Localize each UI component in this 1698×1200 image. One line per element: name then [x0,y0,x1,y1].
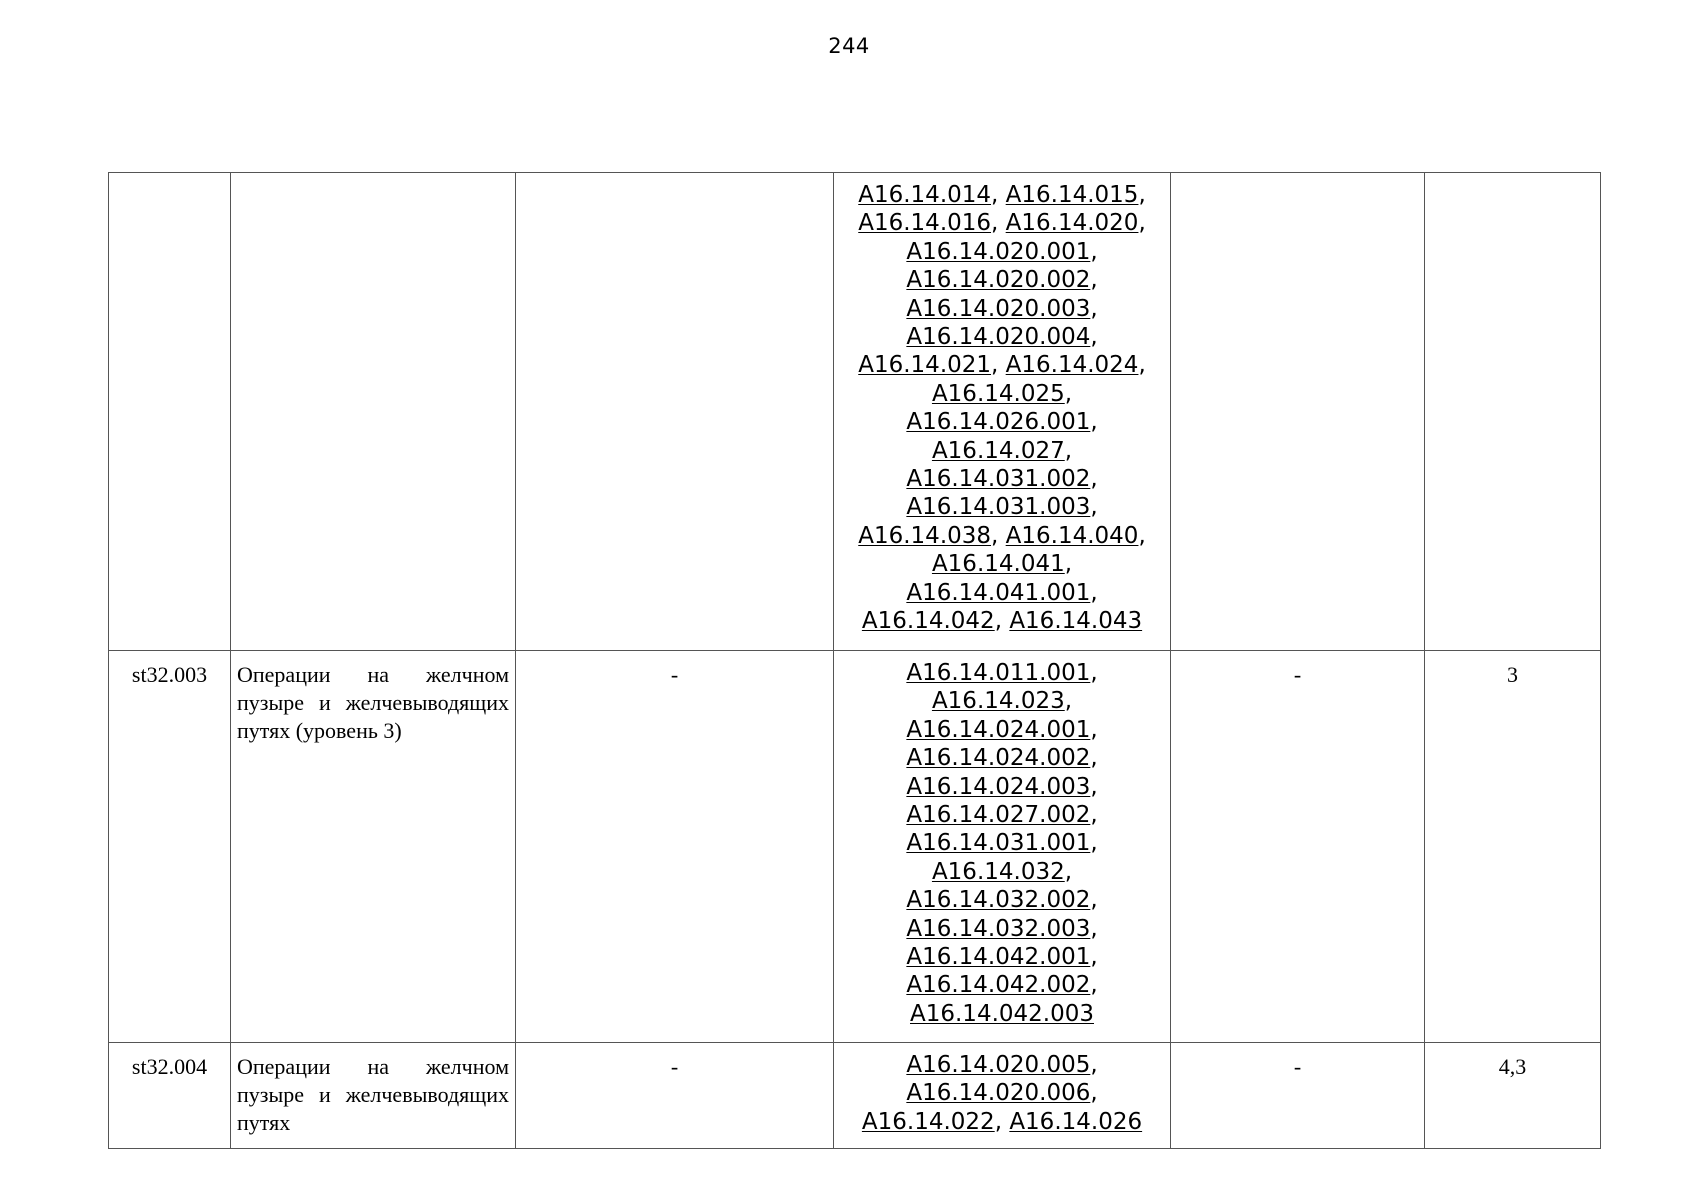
service-code-line: A16.14.031.002, [906,466,1098,493]
service-code-line: A16.14.020.005, [906,1052,1098,1078]
service-code-link[interactable]: A16.14.016 [858,210,992,237]
ksg-code-cell [109,173,231,651]
coefficient-cell: 4,3 [1425,1043,1601,1149]
service-code-link[interactable]: A16.14.020.006 [906,1080,1091,1107]
service-code-link[interactable]: A16.14.043 [1009,608,1143,635]
service-code-link[interactable]: A16.14.020.004 [906,324,1091,351]
service-code-link[interactable]: A16.14.031.002 [906,466,1091,493]
service-code-link[interactable]: A16.14.024.002 [906,745,1091,772]
service-code-line: A16.14.024.002, [906,745,1098,772]
service-code-link[interactable]: A16.14.025 [931,380,1065,407]
service-code-link[interactable]: A16.14.015 [1005,182,1139,208]
service-code-link[interactable]: A16.14.024.001 [906,716,1091,743]
service-code-link[interactable]: A16.14.023 [931,688,1065,715]
service-code-line: A16.14.032, [931,858,1073,885]
service-code-line: A16.14.031.003, [906,494,1098,521]
service-code-link[interactable]: A16.14.022 [861,1108,995,1135]
service-code-line: A16.14.041, [931,551,1073,578]
extra-criteria-cell: - [1171,651,1425,1043]
service-code-link[interactable]: A16.14.021 [858,352,992,379]
service-code-link[interactable]: A16.14.026 [1009,1108,1143,1135]
service-code-line: A16.14.021, A16.14.024, [858,352,1146,379]
service-code-line: A16.14.032.003, [906,915,1098,942]
service-code-link[interactable]: A16.14.024 [1005,352,1139,379]
service-code-link[interactable]: A16.14.042 [861,608,995,635]
service-code-line: A16.14.020.003, [906,295,1098,322]
extra-criteria-cell: - [1171,1043,1425,1149]
service-code-line: A16.14.016, A16.14.020, [858,210,1146,237]
ksg-name-cell: Операции на желчном пузыре и желчевыводящих путях (уровень 3) [231,651,516,1043]
service-code-link[interactable]: A16.14.014 [858,182,992,208]
service-code-line: A16.14.024.003, [906,773,1098,800]
service-code-line: A16.14.020.006, [906,1080,1098,1107]
tariff-table [108,172,1601,1149]
service-code-line: A16.14.042, A16.14.043 [861,608,1143,635]
service-codes-cell [834,1043,1171,1149]
table-row [109,173,1601,651]
service-code-line: A16.14.022, A16.14.026 [861,1108,1143,1135]
service-code-link[interactable]: A16.14.027 [931,437,1065,464]
service-code-link[interactable]: A16.14.040 [1005,522,1139,549]
coefficient-cell: 3 [1425,651,1601,1043]
service-code-link[interactable]: A16.14.020.003 [906,295,1091,322]
ksg-code-cell: st32.004 [109,1043,231,1149]
mkb-code-cell: - [516,1043,834,1149]
service-code-link[interactable]: A16.14.031.003 [906,494,1091,521]
service-code-line: A16.14.027.002, [906,802,1098,829]
service-code-link[interactable]: A16.14.020 [1005,210,1139,237]
service-code-link[interactable]: A16.14.042.003 [910,1000,1094,1027]
service-code-line: A16.14.031.001, [906,830,1098,857]
service-code-line: A16.14.042.002, [906,972,1098,999]
service-code-line [840,1000,1164,1028]
service-code-link[interactable]: A16.14.041.001 [906,579,1091,606]
ksg-name-cell [231,173,516,651]
service-code-line: A16.14.038, A16.14.040, [858,522,1146,549]
service-code-link[interactable]: A16.14.011.001 [906,660,1091,686]
service-code-link[interactable]: A16.14.032 [931,858,1065,885]
coefficient-cell [1425,173,1601,651]
service-code-line: A16.14.020.004, [906,324,1098,351]
mkb-code-cell [516,173,834,651]
service-code-link[interactable]: A16.14.027.002 [906,802,1091,829]
service-code-line: A16.14.020.001, [906,238,1098,265]
service-code-link[interactable]: A16.14.038 [858,522,992,549]
service-code-link[interactable]: A16.14.041 [931,551,1065,578]
service-code-link[interactable]: A16.14.020.005 [906,1052,1091,1078]
service-code-line: A16.14.027, [931,437,1073,464]
service-code-line: A16.14.026.001, [906,409,1098,436]
extra-criteria-cell [1171,173,1425,651]
service-code-link[interactable]: A16.14.020.001 [906,238,1091,265]
ksg-code-cell: st32.003 [109,651,231,1043]
service-code-line: A16.14.041.001, [906,579,1098,606]
service-code-link[interactable]: A16.14.042.002 [906,972,1091,999]
service-code-line: A16.14.020.002, [906,267,1098,294]
mkb-code-cell: - [516,651,834,1043]
service-codes-cell [834,651,1171,1043]
service-codes-cell [834,173,1171,651]
service-code-link[interactable]: A16.14.020.002 [906,267,1091,294]
table-row [109,1043,1601,1149]
service-code-line: A16.14.032.002, [906,887,1098,914]
service-code-line: A16.14.011.001, [906,660,1098,686]
table-row [109,651,1601,1043]
service-code-line: A16.14.023, [931,688,1073,715]
service-code-link[interactable]: A16.14.026.001 [906,409,1091,436]
ksg-name-cell: Операции на желчном пузыре и желчевыводящих путях [231,1043,516,1149]
service-code-link[interactable]: A16.14.032.002 [906,887,1091,914]
service-code-line: A16.14.042.001, [906,944,1098,971]
service-code-link[interactable]: A16.14.032.003 [906,915,1091,942]
service-code-line: A16.14.025, [931,380,1073,407]
page-number: 244 [828,34,870,58]
service-code-line: A16.14.024.001, [906,716,1098,743]
service-code-link[interactable]: A16.14.031.001 [906,830,1091,857]
service-code-line: A16.14.014, A16.14.015, [858,182,1146,208]
service-code-link[interactable]: A16.14.024.003 [906,773,1091,800]
service-code-link[interactable]: A16.14.042.001 [906,944,1091,971]
